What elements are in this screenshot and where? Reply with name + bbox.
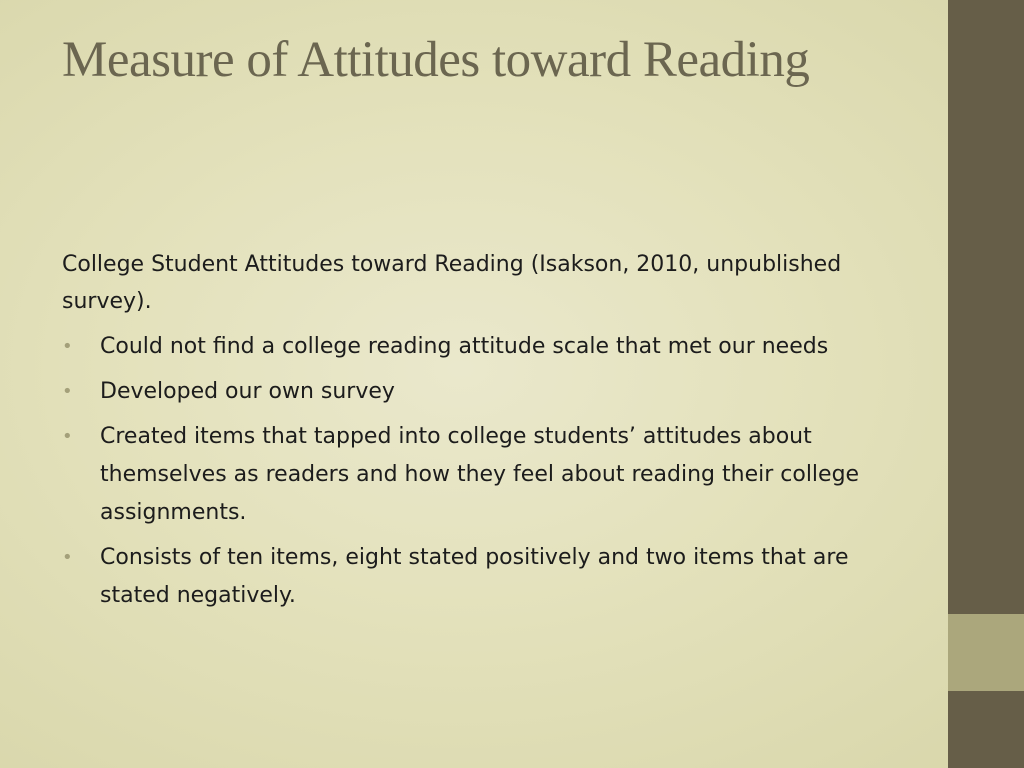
sidebar-accent-block [948, 614, 1024, 691]
bullet-text: Created items that tapped into college students’ attitudes about themselves as readers and how they feel about reading their college assignments. [100, 424, 860, 525]
bullet-dot-icon: • [62, 426, 73, 447]
bullet-text: Consists of ten items, eight stated positively and two items that are stated negatively. [100, 545, 849, 608]
bullet-text: Developed our own survey [100, 379, 395, 404]
slide-body [62, 246, 922, 622]
intro-text: College Student Attitudes toward Reading (Isakson, 2010, unpublished survey). [62, 252, 842, 314]
bullet-dot-icon: • [62, 381, 73, 402]
bullet-text: Could not find a college reading attitude scale that met our needs [100, 334, 829, 359]
bullet-list [62, 328, 922, 615]
bullet-item [62, 328, 922, 366]
slide-title: Measure of Attitudes toward Reading [62, 32, 810, 88]
bullet-item [62, 418, 922, 532]
bullet-dot-icon: • [62, 336, 73, 357]
bullet-item [62, 539, 922, 615]
bullet-dot-icon: • [62, 547, 73, 568]
bullet-item [62, 373, 922, 411]
